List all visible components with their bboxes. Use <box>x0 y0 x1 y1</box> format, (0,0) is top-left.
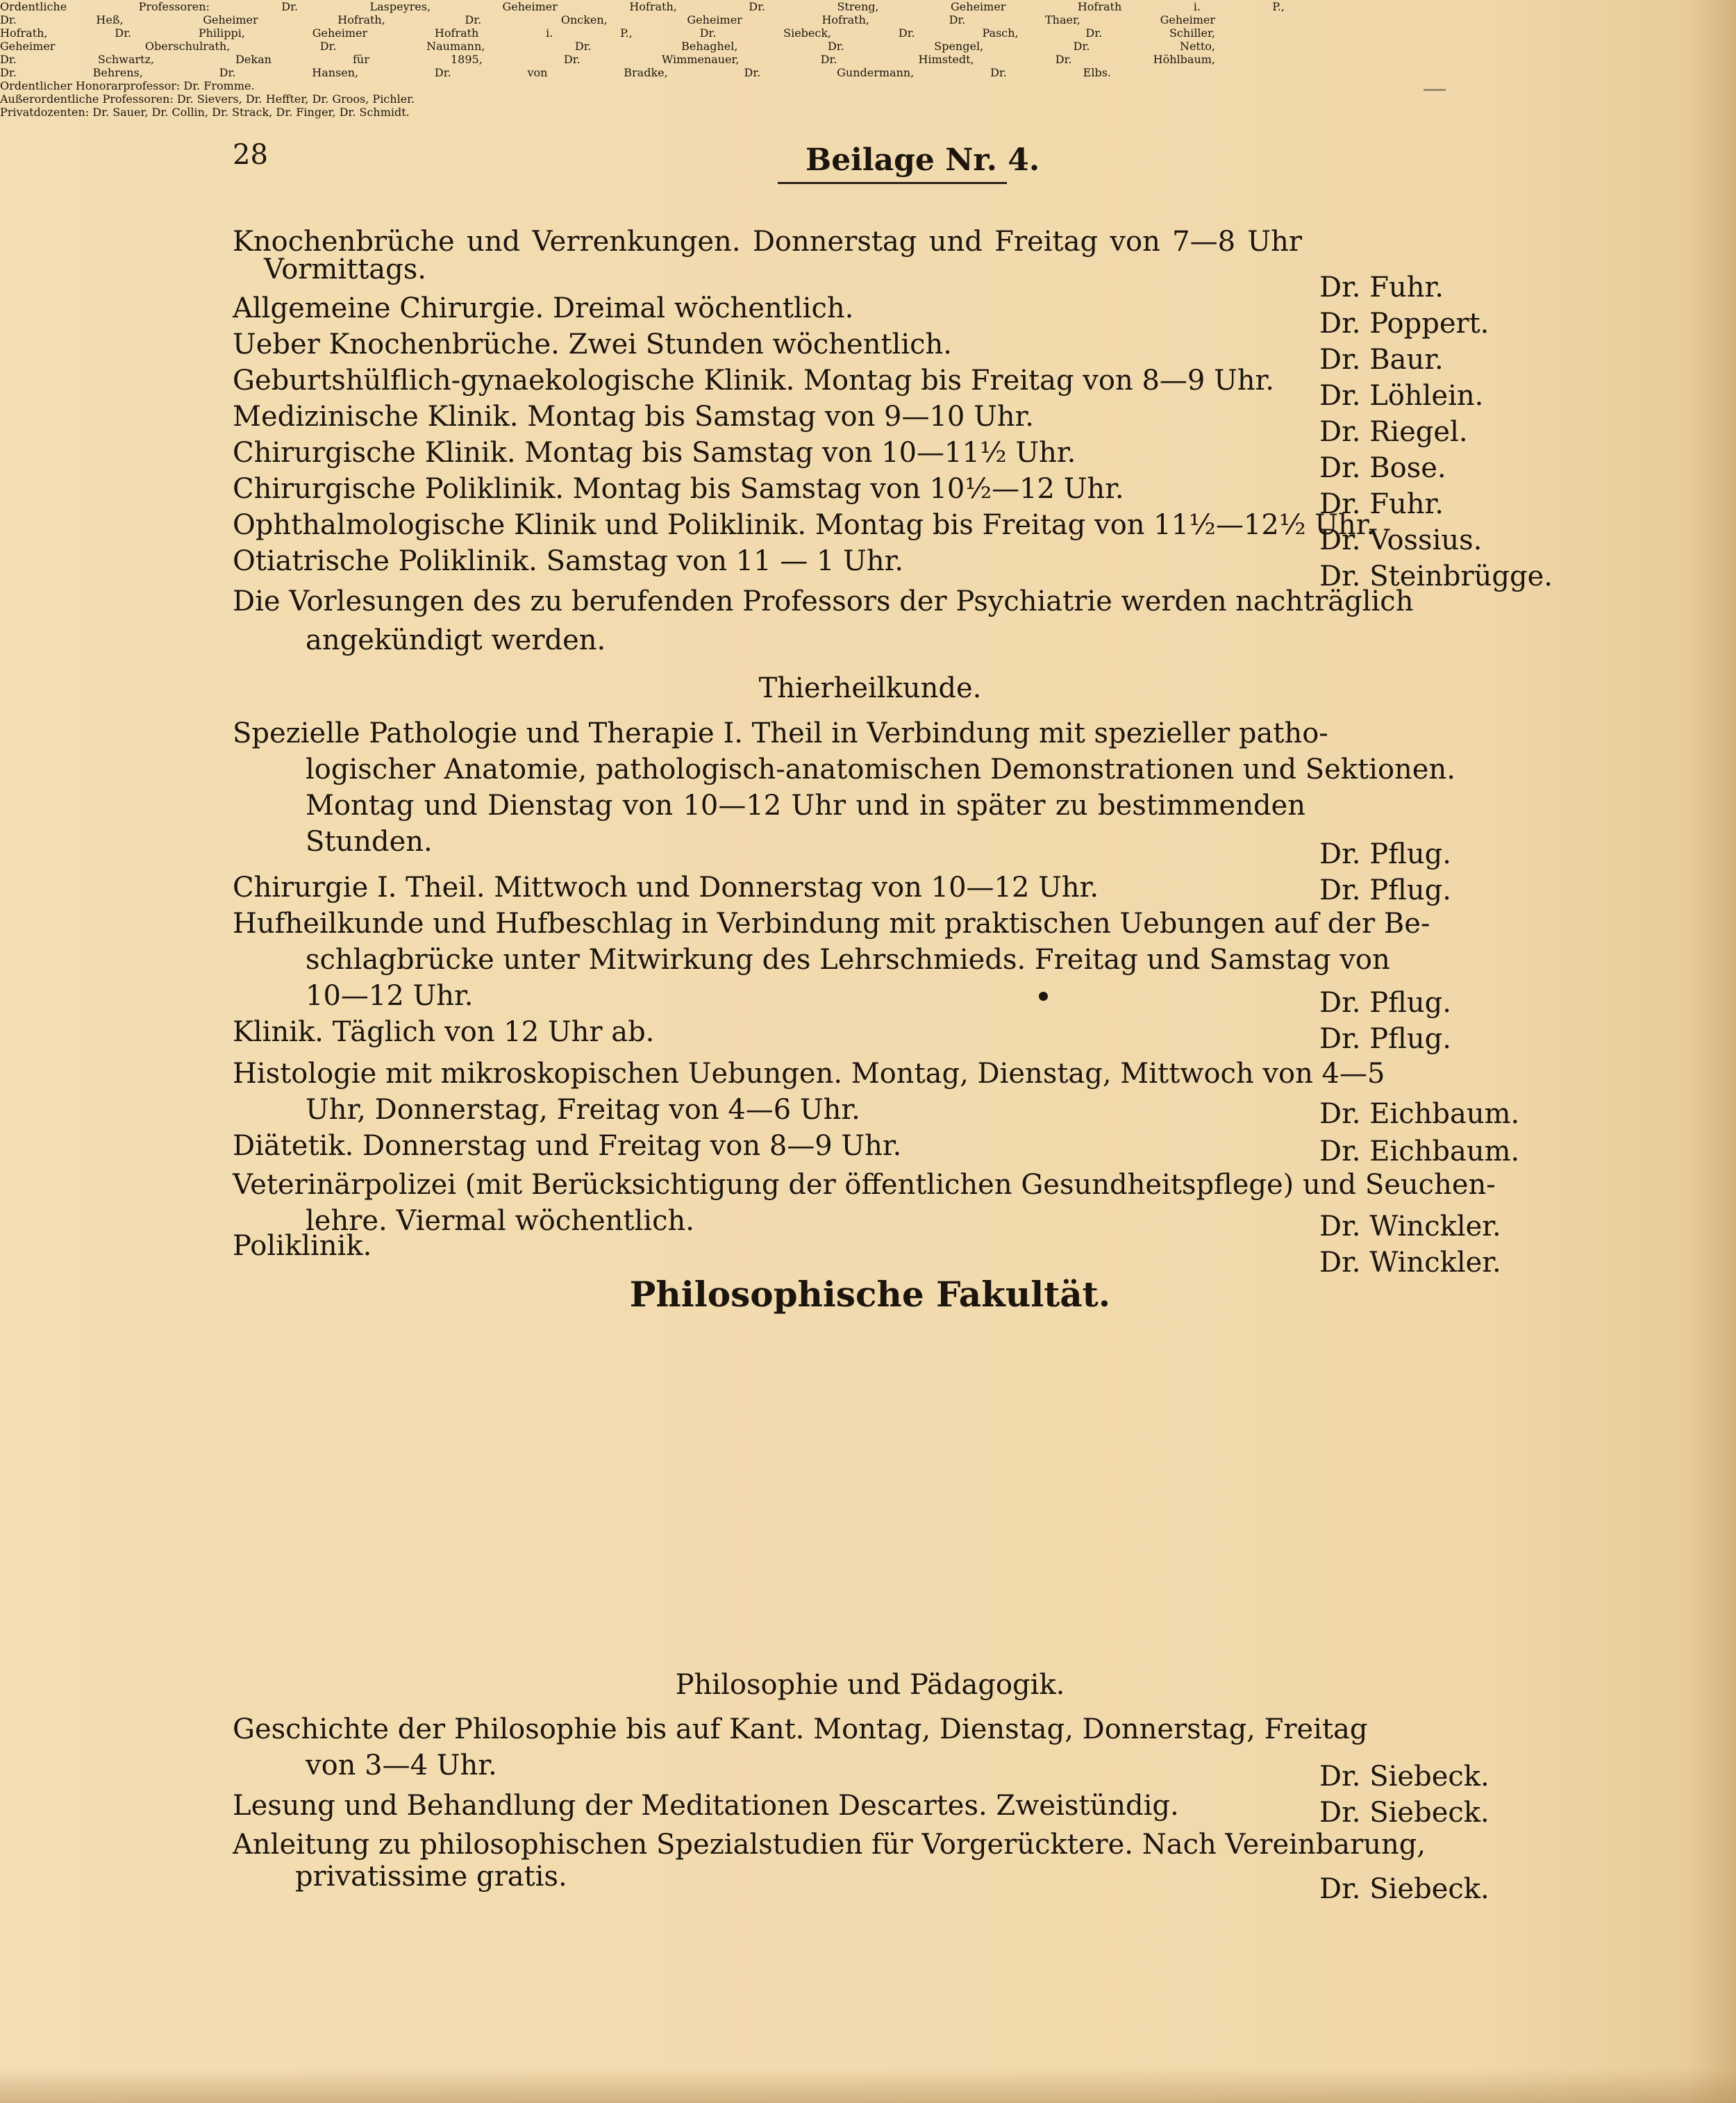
course-text: Diätetik. Donnerstag und Freitag von 8—9 Uhr. <box>233 1130 902 1162</box>
course-text: Medizinische Klinik. Montag bis Samstag von 9—10 Uhr. <box>233 401 1034 433</box>
lecturer-name: Dr. Poppert. <box>1319 308 1489 340</box>
course-text-cont: lehre. Viermal wöchentlich. <box>306 1205 694 1237</box>
lecturer-name: Dr. Fuhr. <box>1319 488 1444 520</box>
honorary-professor: Ordentlicher Honorarprofessor: Dr. Fromme. <box>0 79 255 92</box>
ink-dot <box>1039 992 1048 1001</box>
lecturer-name: Dr. Steinbrügge. <box>1319 560 1553 592</box>
margin-mark <box>1424 89 1446 91</box>
privatdozenten: Privatdozenten: Dr. Sauer, Dr. Collin, Dr. Strack, Dr. Finger, Dr. Schmidt. <box>0 106 410 119</box>
lecturer-name: Dr. Siebeck. <box>1319 1797 1489 1829</box>
lecturer-name: Dr. Fuhr. <box>1319 272 1444 304</box>
lecturer-name: Dr. Riegel. <box>1319 416 1468 448</box>
course-text: Die Vorlesungen des zu berufenden Professors der Psychiatrie werden nachträglich <box>233 585 1414 617</box>
ordinary-professors: Ordentliche Professoren: Dr. Laspeyres, Geheimer Hofrath, Dr. Streng, Geheimer Hofrath i. P., <box>0 0 1285 13</box>
course-text: Geschichte der Philosophie bis auf Kant. Montag, Dienstag, Donnerstag, Freitag <box>233 1713 1368 1745</box>
course-text-cont: schlagbrücke unter Mitwirkung des Lehrschmieds. Freitag und Samstag von <box>306 944 1390 976</box>
lecturer-name: Dr. Pflug. <box>1319 874 1451 906</box>
lecturer-name: Dr. Pflug. <box>1319 838 1451 870</box>
faculty-title: Philosophische Fakultät. <box>629 1274 1111 1315</box>
lecturer-name: Dr. Baur. <box>1319 344 1444 376</box>
ordinary-professors-cont: Dr. Schwartz, Dekan für 1895, Dr. Wimmenauer, Dr. Himstedt, Dr. Höhlbaum, <box>0 53 1215 66</box>
lecturer-name: Dr. Winckler. <box>1319 1211 1501 1242</box>
course-text: Hufheilkunde und Hufbeschlag in Verbindung mit praktischen Uebungen auf der Be- <box>233 908 1430 940</box>
lecturer-name: Dr. Winckler. <box>1319 1247 1501 1279</box>
ordinary-professors-cont: Dr. Behrens, Dr. Hansen, Dr. von Bradke, Dr. Gundermann, Dr. Elbs. <box>0 66 1111 79</box>
section-heading: Philosophie und Pädagogik. <box>675 1669 1065 1701</box>
ordinary-professors-cont: Geheimer Oberschulrath, Dr. Naumann, Dr. Behaghel, Dr. Spengel, Dr. Netto, <box>0 40 1215 53</box>
ordinary-professors-cont: Dr. Heß, Geheimer Hofrath, Dr. Oncken, Geheimer Hofrath, Dr. Thaer, Geheimer <box>0 13 1215 26</box>
course-text: Histologie mit mikroskopischen Uebungen. Montag, Dienstag, Mittwoch von 4—5 <box>233 1058 1385 1090</box>
lecturer-name: Dr. Bose. <box>1319 452 1446 484</box>
course-text: Chirurgische Klinik. Montag bis Samstag von 10—11½ Uhr. <box>233 437 1076 469</box>
course-text: Ueber Knochenbrüche. Zwei Stunden wöchentlich. <box>233 329 952 360</box>
course-text: Allgemeine Chirurgie. Dreimal wöchentlich. <box>233 292 854 324</box>
lecturer-name: Dr. Pflug. <box>1319 987 1451 1019</box>
lecturer-name: Dr. Eichbaum. <box>1319 1098 1520 1130</box>
page-number: 28 <box>233 139 268 171</box>
course-text-cont: Stunden. <box>306 826 433 858</box>
course-text-cont: 10—12 Uhr. <box>306 980 474 1012</box>
course-text: Spezielle Pathologie und Therapie I. Theil in Verbindung mit spezieller patho- <box>233 717 1328 749</box>
lecturer-name: Dr. Pflug. <box>1319 1023 1451 1055</box>
course-text: Ophthalmologische Klinik und Poliklinik. Montag bis Freitag von 11½—12½ Uhr. <box>233 509 1376 541</box>
course-text: Klinik. Täglich von 12 Uhr ab. <box>233 1016 655 1048</box>
lecturer-name: Dr. Siebeck. <box>1319 1761 1489 1793</box>
course-text: Lesung und Behandlung der Meditationen Descartes. Zweistündig. <box>233 1790 1179 1822</box>
course-text: Geburtshülflich-gynaekologische Klinik. Montag bis Freitag von 8—9 Uhr. <box>233 365 1274 397</box>
extraordinary-professors: Außerordentliche Professoren: Dr. Sievers, Dr. Heffter, Dr. Groos, Pichler. <box>0 92 415 106</box>
course-text: Otiatrische Poliklinik. Samstag von 11 — 1 Uhr. <box>233 545 904 577</box>
course-text: Chirurgie I. Theil. Mittwoch und Donnerstag von 10—12 Uhr. <box>233 872 1099 904</box>
header-underline <box>778 182 1007 184</box>
course-text: Anleitung zu philosophischen Spezialstudien für Vorgerücktere. Nach Vereinbarung, <box>233 1829 1426 1861</box>
lecturer-name: Dr. Vossius. <box>1319 524 1483 556</box>
page-bottom-shadow <box>0 2068 1736 2103</box>
ordinary-professors-cont: Hofrath, Dr. Philippi, Geheimer Hofrath i. P., Dr. Siebeck, Dr. Pasch, Dr. Schiller, <box>0 26 1215 40</box>
course-text-cont: Montag und Dienstag von 10—12 Uhr und in später zu bestimmenden <box>306 790 1305 822</box>
course-text-cont: angekündigt werden. <box>306 624 606 656</box>
course-text-cont: Uhr, Donnerstag, Freitag von 4—6 Uhr. <box>306 1094 860 1126</box>
course-text: Veterinärpolizei (mit Berücksichtigung der öffentlichen Gesundheitspflege) und Seuchen- <box>233 1169 1496 1201</box>
page-header: Beilage Nr. 4. <box>806 142 1040 178</box>
lecturer-name: Dr. Siebeck. <box>1319 1873 1489 1905</box>
page-edge-shadow <box>1687 0 1736 2103</box>
course-text-cont: privatissime gratis. <box>295 1861 567 1893</box>
course-text-cont: von 3—4 Uhr. <box>306 1749 497 1781</box>
lecturer-name: Dr. Löhlein. <box>1319 380 1484 412</box>
course-text: Chirurgische Poliklinik. Montag bis Samstag von 10½—12 Uhr. <box>233 473 1124 505</box>
section-heading: Thierheilkunde. <box>758 672 982 704</box>
course-text-cont: logischer Anatomie, pathologisch-anatomischen Demonstrationen und Sektionen. <box>306 754 1455 785</box>
lecturer-name: Dr. Eichbaum. <box>1319 1136 1520 1167</box>
course-text-cont: Vormittags. <box>264 253 426 285</box>
course-text: Knochenbrüche und Verrenkungen. Donnerstag und Freitag von 7—8 Uhr <box>233 226 1302 258</box>
course-text: Poliklinik. <box>233 1230 372 1262</box>
